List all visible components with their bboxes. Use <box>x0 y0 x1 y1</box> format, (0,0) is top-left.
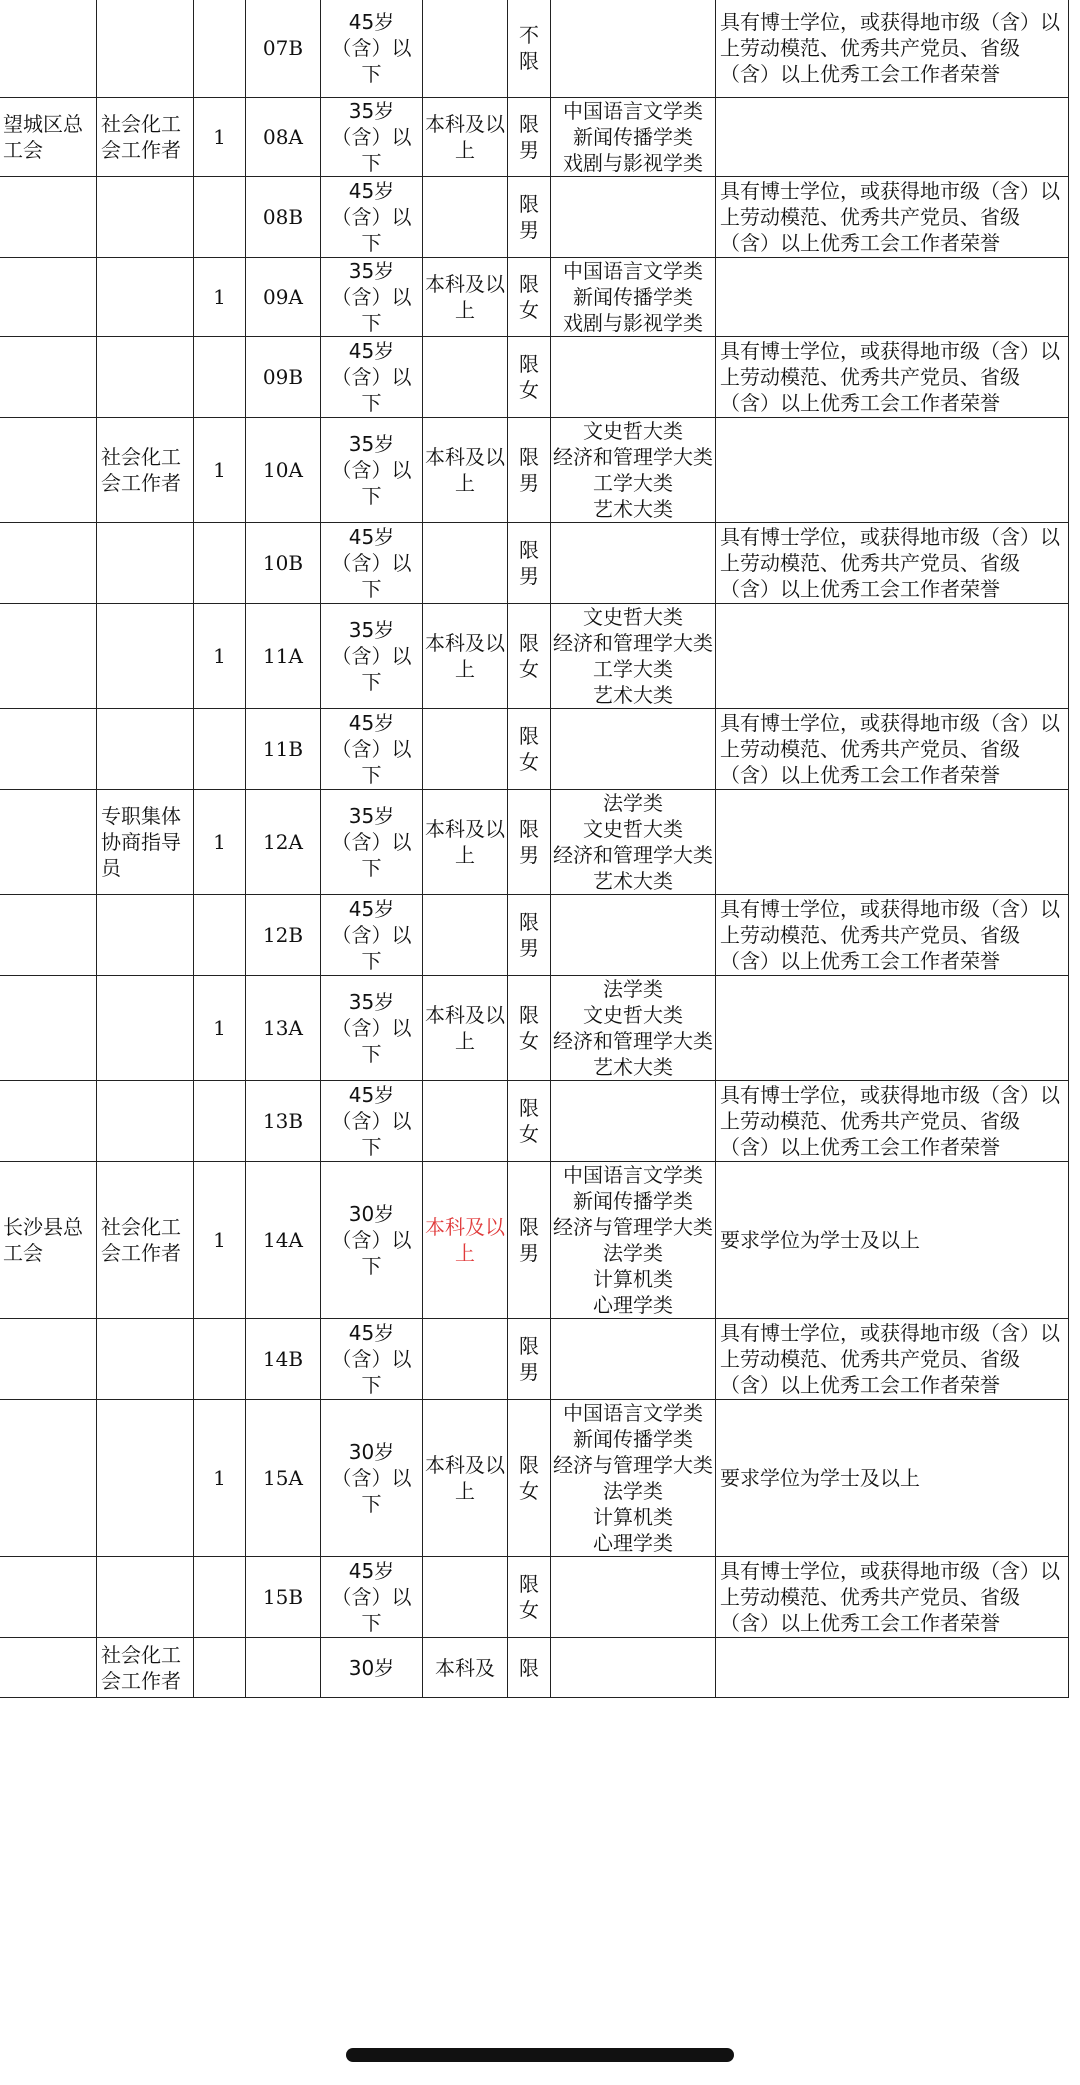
gender-cell: 限 <box>508 1638 551 1698</box>
count-cell: 1 <box>194 790 246 895</box>
unit-cell <box>0 976 97 1081</box>
major-cell: 法学类 文史哲大类 经济和管理学大类 艺术大类 <box>551 976 716 1081</box>
major-cell <box>551 1081 716 1162</box>
unit-cell <box>0 604 97 709</box>
note-cell <box>716 1638 1069 1698</box>
education-cell: 本科及 <box>423 1638 508 1698</box>
major-cell <box>551 523 716 604</box>
unit-cell <box>0 1557 97 1638</box>
count-cell <box>194 0 246 98</box>
code-cell: 10B <box>246 523 321 604</box>
table-row <box>0 1319 1069 1400</box>
code-cell: 09B <box>246 337 321 418</box>
table-row <box>0 709 1069 790</box>
code-cell: 15B <box>246 1557 321 1638</box>
job-cell: 社会化工会工作者 <box>97 98 194 177</box>
unit-cell <box>0 1400 97 1557</box>
unit-cell <box>0 258 97 337</box>
job-cell <box>97 258 194 337</box>
age-cell: 45岁（含）以下 <box>321 0 423 98</box>
code-cell: 15A <box>246 1400 321 1557</box>
count-cell <box>194 523 246 604</box>
code-cell: 12A <box>246 790 321 895</box>
gender-cell: 限女 <box>508 337 551 418</box>
gender-cell: 限女 <box>508 258 551 337</box>
education-cell: 本科及以上 <box>423 98 508 177</box>
note-cell: 具有博士学位，或获得地市级（含）以上劳动模范、优秀共产党员、省级（含）以上优秀工会工作者荣誉 <box>716 0 1069 98</box>
job-cell <box>97 337 194 418</box>
note-cell: 具有博士学位，或获得地市级（含）以上劳动模范、优秀共产党员、省级（含）以上优秀工会工作者荣誉 <box>716 709 1069 790</box>
count-cell <box>194 1638 246 1698</box>
table-row <box>0 523 1069 604</box>
job-cell: 社会化工会工作者 <box>97 418 194 523</box>
major-cell <box>551 1319 716 1400</box>
age-cell: 45岁（含）以下 <box>321 1319 423 1400</box>
education-cell <box>423 523 508 604</box>
age-cell: 35岁（含）以下 <box>321 258 423 337</box>
note-cell: 要求学位为学士及以上 <box>716 1400 1069 1557</box>
note-cell <box>716 604 1069 709</box>
education-cell <box>423 1557 508 1638</box>
gender-cell: 限女 <box>508 1400 551 1557</box>
code-cell: 12B <box>246 895 321 976</box>
table-row <box>0 895 1069 976</box>
major-cell <box>551 337 716 418</box>
age-cell: 45岁（含）以下 <box>321 177 423 258</box>
note-cell: 具有博士学位，或获得地市级（含）以上劳动模范、优秀共产党员、省级（含）以上优秀工会工作者荣誉 <box>716 895 1069 976</box>
code-cell: 11B <box>246 709 321 790</box>
major-cell: 中国语言文学类 新闻传播学类 戏剧与影视学类 <box>551 98 716 177</box>
table-row <box>0 1638 1069 1698</box>
count-cell <box>194 1557 246 1638</box>
education-cell: 本科及以上 <box>423 604 508 709</box>
table-row <box>0 1557 1069 1638</box>
job-cell: 社会化工会工作者 <box>97 1638 194 1698</box>
gender-cell: 限女 <box>508 1557 551 1638</box>
code-cell: 11A <box>246 604 321 709</box>
gender-cell: 限男 <box>508 418 551 523</box>
gender-cell: 限女 <box>508 709 551 790</box>
unit-cell <box>0 418 97 523</box>
education-cell: 本科及以上 <box>423 1162 508 1319</box>
code-cell: 10A <box>246 418 321 523</box>
unit-cell <box>0 177 97 258</box>
education-cell <box>423 709 508 790</box>
code-cell <box>246 1638 321 1698</box>
code-cell: 09A <box>246 258 321 337</box>
table-row <box>0 418 1069 523</box>
table-row <box>0 0 1069 98</box>
age-cell: 45岁（含）以下 <box>321 337 423 418</box>
note-cell: 具有博士学位，或获得地市级（含）以上劳动模范、优秀共产党员、省级（含）以上优秀工会工作者荣誉 <box>716 1081 1069 1162</box>
count-cell: 1 <box>194 1400 246 1557</box>
table-row <box>0 1081 1069 1162</box>
gender-cell: 不限 <box>508 0 551 98</box>
note-cell <box>716 790 1069 895</box>
job-cell <box>97 523 194 604</box>
count-cell <box>194 1319 246 1400</box>
age-cell: 45岁（含）以下 <box>321 709 423 790</box>
age-cell: 45岁（含）以下 <box>321 1557 423 1638</box>
job-cell <box>97 1081 194 1162</box>
unit-cell <box>0 1638 97 1698</box>
count-cell <box>194 337 246 418</box>
unit-cell <box>0 1319 97 1400</box>
home-indicator[interactable] <box>346 2048 734 2062</box>
note-cell <box>716 98 1069 177</box>
unit-cell <box>0 1081 97 1162</box>
major-cell <box>551 1557 716 1638</box>
job-cell <box>97 1319 194 1400</box>
gender-cell: 限女 <box>508 1081 551 1162</box>
gender-cell: 限男 <box>508 1319 551 1400</box>
age-cell: 30岁 <box>321 1638 423 1698</box>
table-row <box>0 790 1069 895</box>
table-row <box>0 976 1069 1081</box>
major-cell <box>551 1638 716 1698</box>
table-row <box>0 1162 1069 1319</box>
gender-cell: 限男 <box>508 1162 551 1319</box>
gender-cell: 限女 <box>508 976 551 1081</box>
table-row <box>0 98 1069 177</box>
education-cell <box>423 0 508 98</box>
age-cell: 35岁（含）以下 <box>321 790 423 895</box>
unit-cell: 长沙县总工会 <box>0 1162 97 1319</box>
age-cell: 45岁（含）以下 <box>321 895 423 976</box>
unit-cell <box>0 790 97 895</box>
job-cell <box>97 895 194 976</box>
education-cell <box>423 1319 508 1400</box>
code-cell: 08A <box>246 98 321 177</box>
age-cell: 35岁（含）以下 <box>321 98 423 177</box>
major-cell: 文史哲大类 经济和管理学大类 工学大类 艺术大类 <box>551 604 716 709</box>
code-cell: 13A <box>246 976 321 1081</box>
unit-cell: 望城区总工会 <box>0 98 97 177</box>
count-cell: 1 <box>194 976 246 1081</box>
education-cell: 本科及以上 <box>423 790 508 895</box>
count-cell <box>194 1081 246 1162</box>
unit-cell <box>0 895 97 976</box>
job-cell <box>97 976 194 1081</box>
gender-cell: 限男 <box>508 895 551 976</box>
major-cell <box>551 895 716 976</box>
job-cell <box>97 709 194 790</box>
age-cell: 30岁（含）以下 <box>321 1400 423 1557</box>
count-cell: 1 <box>194 98 246 177</box>
major-cell: 文史哲大类 经济和管理学大类 工学大类 艺术大类 <box>551 418 716 523</box>
table-row <box>0 177 1069 258</box>
note-cell: 具有博士学位，或获得地市级（含）以上劳动模范、优秀共产党员、省级（含）以上优秀工会工作者荣誉 <box>716 1557 1069 1638</box>
age-cell: 45岁（含）以下 <box>321 1081 423 1162</box>
education-cell <box>423 337 508 418</box>
code-cell: 07B <box>246 0 321 98</box>
major-cell: 中国语言文学类 新闻传播学类 经济与管理学大类 法学类 计算机类 心理学类 <box>551 1162 716 1319</box>
note-cell: 要求学位为学士及以上 <box>716 1162 1069 1319</box>
count-cell: 1 <box>194 604 246 709</box>
major-cell: 法学类 文史哲大类 经济和管理学大类 艺术大类 <box>551 790 716 895</box>
age-cell: 45岁（含）以下 <box>321 523 423 604</box>
major-cell: 中国语言文学类 新闻传播学类 戏剧与影视学类 <box>551 258 716 337</box>
note-cell: 具有博士学位，或获得地市级（含）以上劳动模范、优秀共产党员、省级（含）以上优秀工会工作者荣誉 <box>716 177 1069 258</box>
count-cell: 1 <box>194 258 246 337</box>
code-cell: 13B <box>246 1081 321 1162</box>
job-cell <box>97 1557 194 1638</box>
job-cell <box>97 0 194 98</box>
unit-cell <box>0 337 97 418</box>
gender-cell: 限男 <box>508 177 551 258</box>
count-cell <box>194 895 246 976</box>
gender-cell: 限女 <box>508 604 551 709</box>
education-cell <box>423 895 508 976</box>
gender-cell: 限男 <box>508 523 551 604</box>
job-cell: 专职集体协商指导员 <box>97 790 194 895</box>
unit-cell <box>0 709 97 790</box>
count-cell <box>194 709 246 790</box>
note-cell: 具有博士学位，或获得地市级（含）以上劳动模范、优秀共产党员、省级（含）以上优秀工会工作者荣誉 <box>716 337 1069 418</box>
code-cell: 14B <box>246 1319 321 1400</box>
age-cell: 35岁（含）以下 <box>321 604 423 709</box>
age-cell: 30岁（含）以下 <box>321 1162 423 1319</box>
count-cell: 1 <box>194 418 246 523</box>
note-cell <box>716 418 1069 523</box>
major-cell: 中国语言文学类 新闻传播学类 经济与管理学大类 法学类 计算机类 心理学类 <box>551 1400 716 1557</box>
job-cell: 社会化工会工作者 <box>97 1162 194 1319</box>
job-cell <box>97 604 194 709</box>
major-cell <box>551 0 716 98</box>
count-cell: 1 <box>194 1162 246 1319</box>
education-cell: 本科及以上 <box>423 1400 508 1557</box>
table-row <box>0 604 1069 709</box>
table-row <box>0 258 1069 337</box>
age-cell: 35岁（含）以下 <box>321 418 423 523</box>
code-cell: 14A <box>246 1162 321 1319</box>
gender-cell: 限男 <box>508 790 551 895</box>
education-cell <box>423 1081 508 1162</box>
gender-cell: 限男 <box>508 98 551 177</box>
education-cell: 本科及以上 <box>423 418 508 523</box>
major-cell <box>551 177 716 258</box>
age-cell: 35岁（含）以下 <box>321 976 423 1081</box>
table-row <box>0 337 1069 418</box>
education-cell: 本科及以上 <box>423 976 508 1081</box>
note-cell <box>716 258 1069 337</box>
unit-cell <box>0 0 97 98</box>
job-cell <box>97 177 194 258</box>
table-row <box>0 1400 1069 1557</box>
note-cell: 具有博士学位，或获得地市级（含）以上劳动模范、优秀共产党员、省级（含）以上优秀工会工作者荣誉 <box>716 523 1069 604</box>
unit-cell <box>0 523 97 604</box>
note-cell: 具有博士学位，或获得地市级（含）以上劳动模范、优秀共产党员、省级（含）以上优秀工会工作者荣誉 <box>716 1319 1069 1400</box>
count-cell <box>194 177 246 258</box>
education-cell <box>423 177 508 258</box>
code-cell: 08B <box>246 177 321 258</box>
education-cell: 本科及以上 <box>423 258 508 337</box>
job-cell <box>97 1400 194 1557</box>
major-cell <box>551 709 716 790</box>
note-cell <box>716 976 1069 1081</box>
